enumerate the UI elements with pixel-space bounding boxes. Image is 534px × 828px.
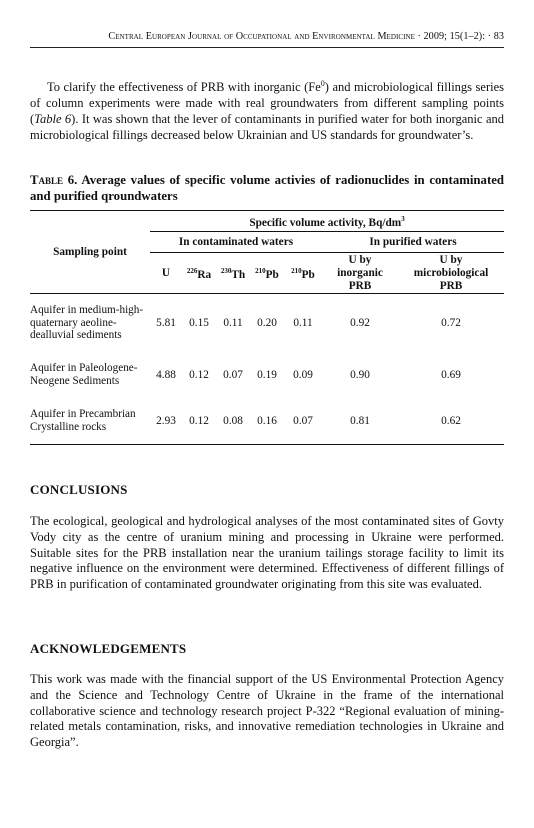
cell-u-microbiological: 0.72 [441,317,461,329]
row-sampling-point: Aquifer in Paleologene-Neogene Sediments [30,362,138,387]
header-rule [30,47,504,48]
journal-title: Central European Journal of Occupational and Environmental Medicine [108,31,415,42]
intro-paragraph [30,76,504,143]
activity-header-text: Specific volume activity, Bq/dm [249,216,402,229]
row-sampling-point: Aquifer in medium-high-quaternary aeoline-dealluvial sediments [30,303,144,342]
cell-pb210-b: 0.11 [293,317,313,329]
cell-th230: 0.07 [223,369,243,381]
acknowledgements-paragraph: This work was made with the financial support of the US Environmental Protection Agency and the Science and Technology Centre of Ukraine in the frame of the international collaborative science and technology research project P-322 “Regional evaluation of mining-related metals contamination, risks, and innovative remediation technologies in Ukraine and Georgia”. [30,672,504,750]
ra-label: Ra [197,268,212,281]
sampling-point-header: Sampling point [30,211,150,294]
activity-header [150,211,504,232]
col-u-microbiological: U by microbiological PRB [398,253,504,294]
cell-u-inorganic: 0.81 [322,398,398,445]
activity-header-sup: 3 [401,214,405,223]
ra-sup: 226 [186,266,198,275]
table-row [30,398,504,445]
intro-text-3: ). It was shown that the lever of contaminants in purified water for both inorganic and microbiological fillings decreased below Ukrainian and US standards for groundwater’s. [30,111,504,142]
table-row [30,294,504,353]
col-pb210-b [284,253,322,294]
conclusions-paragraph: The ecological, geological and hydrological analyses of the most contaminated sites of Govty Vody city as the centre of uranium mining and processing in Ukraine were performed. Suitable sites for the PRB installation near the uranium tailings storage facility to limit its negative influence on the environment were determined. Effectiveness of different fillings of PRB in purification of contaminated groundwater originating from this site was evaluated. [30,514,504,592]
cell-pb210-a: 0.16 [250,398,284,445]
intro-text-2: ) and microbiological fillings series of column experiments were made with real groundwaters from different sampling points ( [30,80,504,126]
issue-details: · 2009; 15(1–2): · 83 [417,31,504,42]
contaminated-header: In contaminated waters [150,232,322,253]
cell-u-inorganic: 0.92 [350,317,370,329]
col-u: U [150,253,182,294]
col-u-inorganic: U by inorganic PRB [322,253,398,294]
conclusions-heading: CONCLUSIONS [30,482,128,497]
intro-text-1: To clarify the effectiveness of PRB with inorganic (Fe [47,80,321,95]
running-head [30,31,504,42]
pb2-label: Pb [301,268,315,281]
cell-u-inorganic: 0.90 [350,369,370,381]
cell-pb210-a: 0.19 [257,369,277,381]
cell-u: 4.88 [156,369,176,381]
cell-pb210-a: 0.20 [257,317,277,329]
table-caption [30,173,504,205]
col-th230 [216,253,250,294]
cell-u: 5.81 [156,317,176,329]
th-label: Th [231,268,246,281]
table-label: Table [30,173,64,187]
cell-th230: 0.11 [223,317,243,329]
cell-ra226: 0.12 [182,398,216,445]
table-caption-text: Average values of specific volume activies of radionuclides in contaminated and purified qroundwaters [30,173,505,203]
acknowledgements-heading: ACKNOWLEDGEMENTS [30,641,187,656]
table-reference: Table 6 [34,111,72,126]
cell-ra226: 0.15 [189,317,209,329]
intro-superscript: 0 [320,79,325,88]
pb2-sup: 210 [291,266,302,275]
radionuclide-table [30,210,504,445]
table-number: 6. [67,173,78,187]
cell-pb210-b: 0.07 [284,398,322,445]
cell-u-microbiological: 0.69 [441,369,461,381]
th-sup: 230 [220,266,232,275]
pb1-sup: 210 [255,266,266,275]
row-sampling-point: Aquifer in Precambrian Crystalline rocks [30,398,150,445]
cell-pb210-b: 0.09 [293,369,313,381]
table-row [30,352,504,398]
col-ra226 [182,253,216,294]
pb1-label: Pb [265,268,279,281]
cell-th230: 0.08 [216,398,250,445]
cell-ra226: 0.12 [189,369,209,381]
purified-header: In purified waters [322,232,504,253]
cell-u: 2.93 [150,398,182,445]
cell-u-microbiological: 0.62 [398,398,504,445]
col-pb210-a [250,253,284,294]
